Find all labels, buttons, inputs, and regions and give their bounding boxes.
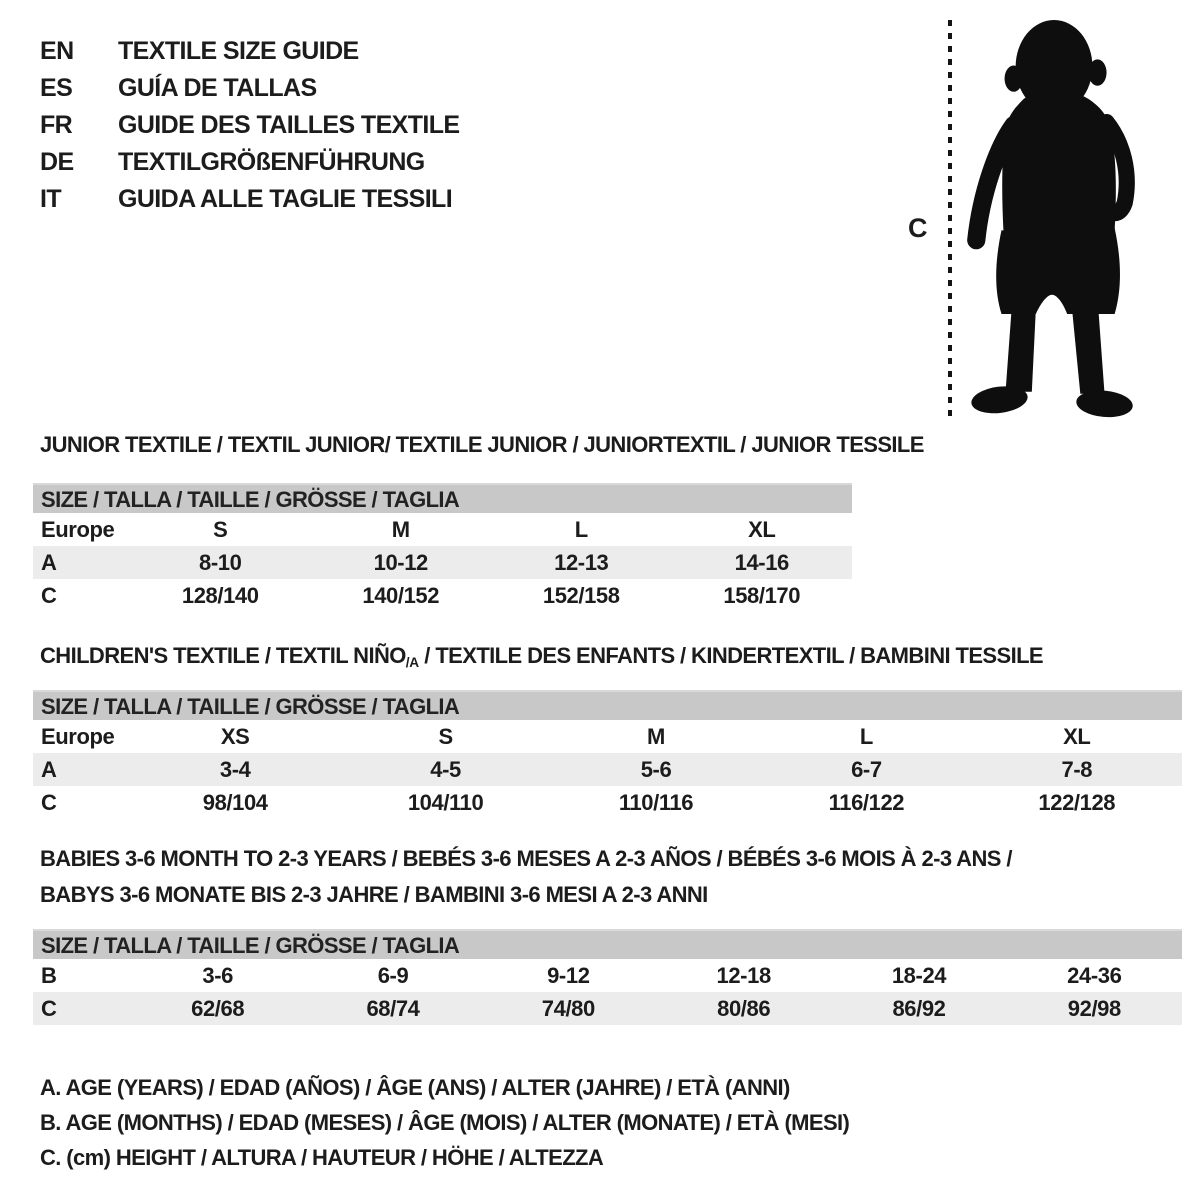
children-row-age	[33, 753, 1182, 786]
region-label: Europe	[41, 516, 115, 542]
row-label: B	[41, 962, 57, 988]
guide-title-en: TEXTILE SIZE GUIDE	[118, 37, 359, 65]
region-label: Europe	[41, 723, 115, 749]
size-column-header: L	[859, 723, 873, 749]
table-cell: 92/98	[1067, 995, 1121, 1021]
row-label: A	[41, 756, 57, 782]
lang-code-es: ES	[40, 74, 73, 102]
children-size-header-bar: SIZE / TALLA / TAILLE / GRÖSSE / TAGLIA	[33, 690, 1182, 720]
guide-title-fr: GUIDE DES TAILLES TEXTILE	[118, 111, 460, 139]
table-cell: 98/104	[202, 789, 268, 815]
table-cell: 10-12	[373, 549, 428, 575]
junior-columns-row	[33, 513, 852, 546]
table-cell: 116/122	[828, 789, 905, 815]
size-column-header: M	[647, 723, 665, 749]
babies-size-header-bar: SIZE / TALLA / TAILLE / GRÖSSE / TAGLIA	[33, 929, 1182, 959]
table-cell: 140/152	[362, 582, 440, 608]
table-cell: 5-6	[640, 756, 672, 782]
legend-line-c: C. (cm) HEIGHT / ALTURA / HAUTEUR / HÖHE / ALTEZZA	[40, 1145, 604, 1170]
table-cell: 12-18	[716, 962, 771, 988]
legend-line-b: B. AGE (MONTHS) / EDAD (MESES) / ÂGE (MOIS) / ALTER (MONATE) / ETÀ (MESI)	[40, 1110, 850, 1135]
table-cell: 104/110	[407, 789, 484, 815]
children-row-height	[33, 786, 1182, 819]
children-size-table	[33, 690, 1182, 819]
table-cell: 24-36	[1067, 962, 1122, 988]
row-label: A	[41, 549, 57, 575]
children-section-title	[40, 643, 1043, 670]
junior-size-table	[33, 483, 852, 612]
lang-code-de: DE	[40, 148, 74, 176]
children-title-prefix: CHILDREN'S TEXTILE / TEXTIL NIÑO	[40, 643, 406, 668]
table-cell: 68/74	[366, 995, 420, 1021]
table-cell: 7-8	[1061, 756, 1093, 782]
table-cell: 158/170	[723, 582, 801, 608]
table-cell: 3-4	[219, 756, 251, 782]
table-cell: 4-5	[430, 756, 461, 782]
height-dashed-line	[948, 20, 952, 416]
lang-code-it: IT	[40, 185, 62, 213]
junior-size-header-bar: SIZE / TALLA / TAILLE / GRÖSSE / TAGLIA	[33, 483, 852, 513]
table-cell: 6-9	[377, 962, 409, 988]
junior-row-age	[33, 546, 852, 579]
guide-title-it: GUIDA ALLE TAGLIE TESSILI	[118, 185, 453, 213]
table-cell: 74/80	[541, 995, 595, 1021]
size-column-header: XL	[1063, 723, 1091, 749]
size-column-header: L	[574, 516, 588, 542]
babies-section-title-line2: BABYS 3-6 MONATE BIS 2-3 JAHRE / BAMBINI 3-6 MESI A 2-3 ANNI	[40, 882, 708, 907]
table-cell: 122/128	[1038, 789, 1116, 815]
junior-section-title: JUNIOR TEXTILE / TEXTIL JUNIOR/ TEXTILE JUNIOR / JUNIORTEXTIL / JUNIOR TESSILE	[40, 432, 924, 457]
table-cell: 152/158	[542, 582, 620, 608]
lang-code-en: EN	[40, 37, 74, 65]
toddler-silhouette-icon	[963, 16, 1137, 425]
table-cell: 86/92	[892, 995, 946, 1021]
table-cell: 62/68	[191, 995, 245, 1021]
babies-row-months	[33, 959, 1182, 992]
junior-row-height	[33, 579, 852, 612]
height-measure-label: C	[908, 213, 928, 243]
guide-title-de: TEXTILGRÖßENFÜHRUNG	[118, 148, 425, 176]
row-label: C	[41, 789, 57, 815]
table-cell: 14-16	[734, 549, 789, 575]
size-column-header: XS	[220, 723, 250, 749]
size-column-header: S	[438, 723, 453, 749]
table-cell: 128/140	[181, 582, 259, 608]
table-cell: 8-10	[199, 549, 242, 575]
lang-code-fr: FR	[40, 111, 73, 139]
legend-line-a: A. AGE (YEARS) / EDAD (AÑOS) / ÂGE (ANS) / ALTER (JAHRE) / ETÀ (ANNI)	[40, 1075, 790, 1100]
table-cell: 110/116	[618, 789, 694, 815]
guide-title-es: GUÍA DE TALLAS	[118, 74, 317, 102]
row-label: C	[41, 995, 57, 1021]
children-title-subscript: /A	[405, 654, 419, 670]
table-cell: 80/86	[717, 995, 771, 1021]
babies-row-height	[33, 992, 1182, 1025]
size-column-header: XL	[748, 516, 776, 542]
table-cell: 12-13	[554, 549, 609, 575]
table-cell: 6-7	[851, 756, 882, 782]
size-column-header: M	[391, 516, 410, 542]
table-cell: 18-24	[891, 962, 947, 988]
row-label: C	[41, 582, 57, 608]
children-columns-row	[33, 720, 1182, 753]
size-column-header: S	[213, 516, 228, 542]
table-cell: 3-6	[202, 962, 233, 988]
children-title-suffix: / TEXTILE DES ENFANTS / KINDERTEXTIL / BAMBINI TESSILE	[418, 643, 1044, 668]
babies-size-table	[33, 929, 1182, 1025]
babies-section-title-line1: BABIES 3-6 MONTH TO 2-3 YEARS / BEBÉS 3-6 MESES A 2-3 AÑOS / BÉBÉS 3-6 MOIS À 2-3 ANS /	[40, 846, 1012, 871]
language-title-block	[40, 33, 460, 218]
table-cell: 9-12	[547, 962, 590, 988]
